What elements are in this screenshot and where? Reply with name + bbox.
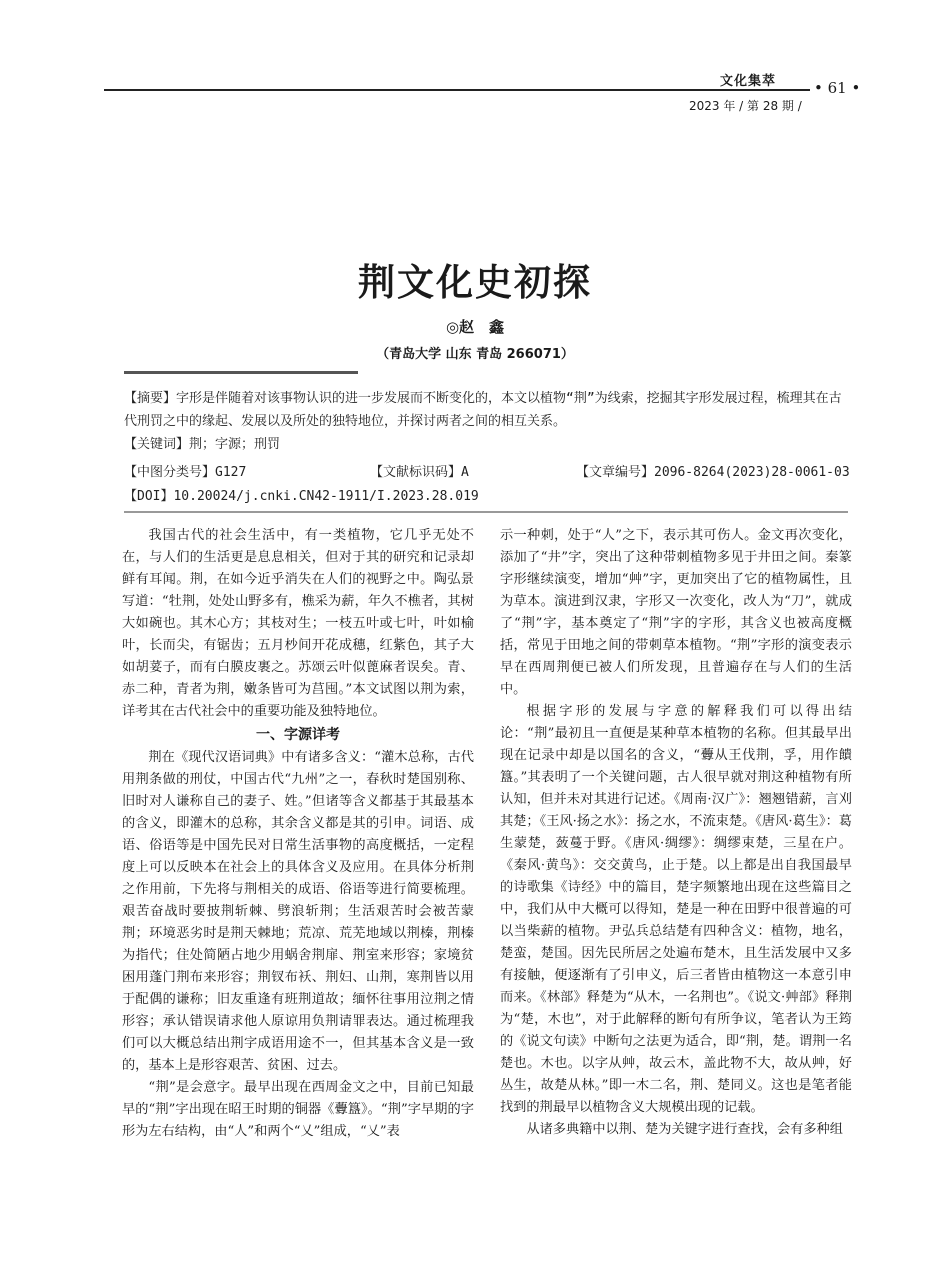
paragraph: 根据字形的发展与字意的解释我们可以得出结论：“荆”最初且一直便是某种草本植物的名称。但其最早出现在记录中却是以国名的含义，“虋从王伐荆，孚，用作饋簋。”其表明了一个关键问题，古人很早就对荆这种植物有所认知，但并未对其进行记述。《周南·汉广》：翘翘错薪，言刈其楚；《王风·扬之水》：扬之水，不流束楚。《唐风·葛生》：葛生蒙楚，蔹蔓于野。《唐风·绸缪》：绸缪束楚，三星在户。《秦风·黄鸟》：交交黄鸟，止于楚。以上都是出自我国最早的诗歌集《诗经》中的篇目，楚字频繁地出现在这些篇目之中，我们从中大概可以得知，楚是一种在田野中很普遍的可以当柴薪的植物。尹弘兵总结楚有四种含义：植物，地名，楚蛮，楚国。因先民所居之处遍布楚木，且生活发展中又多有接触，便逐渐有了引申义，后三者皆由植物这一本意引申而来。《林部》释楚为“从木，一名荆也”。《说文·艸部》释荆为“楚，木也”，对于此解释的断句有所争议，笔者认为王筠的《说文句读》中断句之法更为适合，即“荆，楚。谓荆一名楚也。木也。以字从艸，故云木，盖此物不大，故从艸，好丛生，故楚从林。”即一木二名，荆、楚同义。这也是笔者能找到的荆最早以植物含义大规模出现的记载。: [500, 704, 852, 1115]
journal-section: 文化集萃: [720, 74, 777, 89]
paragraph: 示一种刺，处于“人”之下，表示其可伤人。金文再次变化，添加了“井”字，突出了这种带刺植物多见于井田之间。秦篆字形继续演变，增加“艸”字，更加突出了它的植物属性，且为草本。演进到汉隶，字形又一次变化，改人为“刀”，就成了“荆”字，基本奠定了“荆”字的字形，其含义也被高度概括，常见于田地之间的带刺草本植物。“荆”字形的演变表示早在西周荆便已被人们所发现，且普遍存在与人们的生活中。: [500, 528, 852, 697]
paragraph: 从诸多典籍中以荆、楚为关键字进行查找，会有多种组: [526, 1122, 843, 1137]
body-column-right: [500, 525, 852, 1141]
keywords: 【关键词】荆；字源；刑罚: [124, 437, 281, 452]
paragraph: “荆”是会意字。最早出现在西周金文之中，目前已知最早的“荆”字出现在昭王时期的铜器《虋簋》。“荆”字早期的字形为左右结构，由“人”和两个“乂”组成，“乂”表: [122, 1080, 474, 1139]
body-column-left: [122, 525, 474, 1143]
clc-number: 【中图分类号】G127: [124, 465, 247, 480]
affiliation: （青岛大学 山东 青岛 266071）: [376, 347, 574, 362]
article-number: 【文章编号】2096-8264(2023)28-0061-03: [576, 465, 850, 480]
abstract-top-rule: [124, 371, 358, 374]
document-code: 【文献标识码】A: [370, 465, 469, 480]
abstract-text: 【摘要】字形是伴随着对该事物认识的进一步发展而不断变化的，本文以植物“荆”为线索，挖掘其字形发展过程，梳理其在古代刑罚之中的缘起、发展以及所处的独特地位，并探讨两者之间的相互关系。: [124, 391, 842, 429]
issue-label: 2023 年 / 第 28 期 /: [689, 99, 802, 113]
abstract-bottom-rule: [124, 511, 848, 513]
author: ◎赵 鑫: [445, 318, 505, 336]
article-title: 荆文化史初探: [358, 261, 592, 304]
doi: 【DOI】10.20024/j.cnki.CN42-1911/I.2023.28.019: [124, 489, 479, 504]
header-rule: [104, 89, 810, 91]
paragraph: 我国古代的社会生活中，有一类植物，它几乎无处不在，与人们的生活更是息息相关，但对于其的研究和记录却鲜有耳闻。荆，在如今近乎消失在人们的视野之中。陶弘景写道：“牡荆，处处山野多有，樵采为薪，年久不樵者，其树大如碗也。其木心方；其枝对生；一枝五叶或七叶，叶如榆叶，长而尖，有锯齿；五月杪间开花成穗，红紫色，其子大如胡荽子，而有白膜皮裹之。苏颂云叶似蓖麻者误矣。青、赤二种，青者为荆，嫩条皆可为莒囤。”本文试图以荆为索，详考其在古代社会中的重要功能及独特地位。: [122, 528, 474, 719]
paragraph: 荆在《现代汉语词典》中有诸多含义：“灌木总称，古代用荆条做的刑仗，中国古代“九州”之一，春秋时楚国别称、旧时对人谦称自己的妻子、姓。”但诸等含义都基于其最基本的含义，即灌木的总称，其余含义都是其的引申。词语、成语、俗语等是中国先民对日常生活事物的高度概括，一定程度上可以反映本在社会上的具体含义及应用。在具体分析荆之作用前，下先将与荆相关的成语、俗语等进行简要梳理。艰苦奋战时要披荆斩棘、劈浪斩荆；生活艰苦时会被苦蒙荆；环境恶劣时是荆天棘地；荒凉、荒芜地域以荆榛，荆榛为指代；住处简陋占地少用蜗舍荆扉、荆室来形容；家境贫困用蓬门荆布来形容；荆钗布袄、荆妇、山荆，寒荆皆以用于配偶的谦称；旧友重逢有班荆道故；缅怀往事用泣荆之情形容；承认错误请求他人原谅用负荆请罪表达。通过梳理我们可以大概总结出荆字成语用途不一，但其基本含义是一致的，基本上是形容艰苦、贫困、过去。: [122, 750, 474, 1073]
page-number: • 61 •: [814, 79, 861, 97]
abstract: [124, 387, 848, 433]
section-heading: 一、字源详考: [256, 727, 340, 743]
